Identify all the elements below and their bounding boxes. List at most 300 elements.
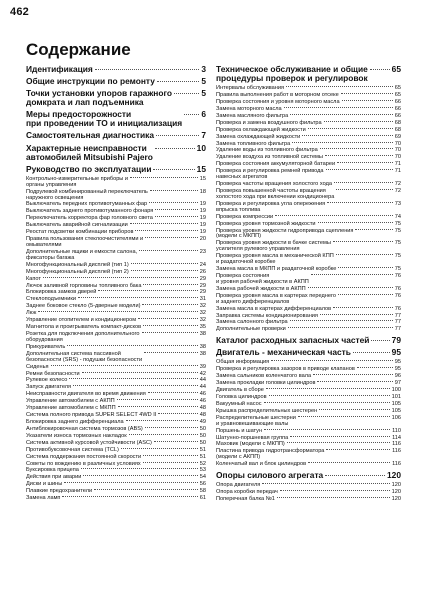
toc-subsection-entry — [26, 189, 206, 202]
toc-subsection-entry — [216, 319, 401, 326]
toc-subsection-entry — [216, 293, 401, 306]
toc-subsection-entry — [216, 387, 401, 394]
toc-entry-title: Замена масляного фильтра — [216, 112, 289, 119]
toc-dot-leader — [264, 429, 390, 430]
toc-subsection-entry — [26, 324, 206, 331]
toc-dot-leader — [325, 475, 385, 476]
toc-entry-title: Вакуумный насос — [216, 400, 262, 407]
toc-dot-leader — [174, 93, 199, 94]
toc-dot-leader — [338, 267, 392, 268]
toc-entry-title: Система поддержания постоянной скорости — [26, 453, 142, 460]
toc-dot-leader — [184, 114, 199, 115]
toc-entry-page: 6 — [201, 109, 206, 120]
toc-dot-leader — [326, 449, 390, 450]
toc-entry-page: 38 — [199, 350, 206, 357]
toc-entry-title: Интервалы обслуживания — [216, 85, 284, 92]
toc-entry-page: 65 — [394, 85, 401, 92]
toc-subsection-entry — [26, 276, 206, 283]
toc-entry-page: 18 — [199, 188, 206, 195]
toc-entry-title: Каталог расходных запасных частей — [216, 335, 370, 346]
toc-entry-title: Коленчатый вал и блок цилиндров — [216, 461, 307, 468]
toc-dot-leader — [95, 69, 200, 70]
toc-entry-title: Противобуксовочная система (TCL) — [26, 446, 119, 453]
toc-entry-page: 101 — [391, 394, 401, 401]
toc-entry-title: Замена сальников коленчатого вала — [216, 373, 312, 380]
toc-dot-leader — [298, 416, 390, 417]
toc-entry-page: 75 — [394, 253, 401, 260]
toc-dot-leader — [280, 490, 390, 491]
toc-entry-title: Розетка для подключения дополнительного оборудования — [26, 330, 140, 343]
toc-subsection-entry — [216, 240, 401, 253]
toc-dot-leader — [262, 483, 389, 484]
toc-dot-leader — [131, 270, 198, 271]
toc-entry-title: Выключатель аварийной сигнализации — [26, 222, 128, 229]
toc-entry-page: 54 — [199, 474, 206, 481]
toc-section-entry — [26, 110, 206, 128]
toc-subsection-entry — [216, 106, 401, 113]
toc-dot-leader — [277, 497, 390, 498]
toc-subsection-entry — [26, 405, 206, 412]
toc-entry-page: 19 — [199, 201, 206, 208]
toc-entry-page: 65 — [394, 92, 401, 99]
toc-dot-leader — [264, 402, 390, 403]
toc-entry-title: Правила пользования стеклоочистителями и омывателями — [26, 236, 144, 248]
toc-entry-page: 116 — [392, 441, 401, 448]
toc-section-entry — [216, 336, 401, 345]
toc-entry-title: Маховик (модели с МКПП) — [216, 441, 285, 448]
toc-subsection-entry — [216, 141, 401, 148]
toc-entry-title: Подрулевой комбинированный переключатель наружного освещения — [26, 188, 148, 201]
toc-subsection-entry — [26, 249, 206, 262]
toc-entry-title: Правила выполнения работ в моторном отсеке — [216, 92, 339, 99]
toc-entry-title: Заправка системы кондиционирования — [216, 312, 318, 319]
toc-entry-page: 46 — [199, 398, 206, 405]
toc-entry-page: 65 — [391, 64, 401, 74]
toc-entry-title: Проверка и замена воздушного фильтра — [216, 119, 322, 126]
toc-subsection-entry — [216, 482, 401, 489]
toc-dot-leader — [290, 114, 392, 115]
toc-subsection-entry — [216, 380, 401, 387]
toc-dot-leader — [326, 169, 393, 170]
toc-entry-page: 50 — [199, 432, 206, 439]
toc-dot-leader — [271, 360, 393, 361]
toc-left-column — [26, 62, 206, 502]
toc-subsection-entry — [216, 489, 401, 496]
toc-dot-leader — [67, 345, 198, 346]
toc-subsection-entry — [26, 310, 206, 317]
toc-dot-leader — [308, 462, 390, 463]
toc-dot-leader — [154, 441, 198, 442]
toc-subsection-entry — [216, 228, 401, 241]
toc-dot-leader — [149, 202, 198, 203]
toc-entry-title: Самостоятельная диагностика — [26, 130, 155, 141]
toc-subsection-entry — [216, 359, 401, 366]
toc-subsection-entry — [26, 176, 206, 189]
toc-dot-leader — [138, 318, 198, 319]
toc-subsection-entry — [216, 441, 401, 448]
toc-dot-leader — [142, 332, 198, 333]
toc-dot-leader — [336, 254, 393, 255]
toc-entry-page: 66 — [394, 112, 401, 119]
toc-section-entry — [26, 89, 206, 107]
toc-dot-leader — [302, 135, 392, 136]
toc-entry-page: 61 — [199, 495, 206, 502]
toc-entry-page: 29 — [199, 275, 206, 282]
toc-entry-page: 116 — [392, 461, 401, 468]
toc-dot-leader — [320, 148, 393, 149]
toc-entry-title: Советы по вождению в различных условиях — [26, 460, 141, 467]
toc-entry-page: 50 — [199, 439, 206, 446]
toc-entry-title: Плавкие предохранители — [26, 488, 93, 495]
toc-entry-page: 38 — [199, 330, 206, 337]
page-title: Содержание — [26, 40, 131, 59]
toc-subsection-entry — [26, 377, 206, 384]
toc-dot-leader — [153, 169, 194, 170]
toc-entry-title: Указатели износа тормозных накладок — [26, 432, 127, 439]
toc-entry-title: Замена масла в МКПП и раздаточной коробке — [216, 266, 337, 273]
toc-entry-page: 73 — [394, 200, 401, 207]
toc-entry-title: Блокировка замков дверей — [26, 289, 97, 296]
toc-dot-leader — [43, 277, 198, 278]
toc-entry-page: 10 — [196, 142, 206, 153]
toc-dot-leader — [155, 216, 198, 217]
toc-entry-page: 75 — [394, 227, 401, 234]
toc-entry-title: Проверка частоты вращения холостого хода — [216, 181, 332, 188]
toc-dot-leader — [121, 448, 198, 449]
toc-dot-leader — [324, 121, 393, 122]
toc-entry-title: Дополнительная система пассивной безопасности (SRS) - подушки безопасности — [26, 350, 143, 363]
toc-subsection-entry — [26, 481, 206, 488]
toc-dot-leader — [94, 489, 198, 490]
toc-dot-leader — [286, 86, 393, 87]
toc-dot-leader — [269, 395, 390, 396]
toc-dot-leader — [287, 442, 390, 443]
toc-subsection-entry — [216, 253, 401, 266]
toc-dot-leader — [156, 135, 199, 136]
toc-entry-page: 15 — [196, 163, 206, 174]
toc-dot-leader — [62, 496, 197, 497]
toc-entry-title: Техническое обслуживание и общие процедуры проверок и регулировок — [216, 64, 368, 84]
toc-entry-page: 95 — [394, 366, 401, 373]
toc-entry-page: 76 — [394, 292, 401, 299]
toc-entry-page: 76 — [394, 272, 401, 279]
toc-dot-leader — [317, 381, 392, 382]
toc-entry-title: Проверка компрессии — [216, 213, 274, 220]
toc-entry-page: 75 — [394, 220, 401, 227]
toc-entry-page: 5 — [201, 76, 206, 87]
toc-entry-page: 120 — [391, 496, 401, 503]
toc-subsection-entry — [26, 296, 206, 303]
toc-entry-page: 100 — [391, 387, 401, 394]
toc-entry-page: 32 — [199, 303, 206, 310]
toc-entry-title: Идентификация — [26, 64, 93, 74]
toc-section-entry — [216, 65, 401, 83]
toc-entry-page: 68 — [394, 119, 401, 126]
toc-entry-title: Головка цилиндров — [216, 394, 267, 401]
toc-entry-page: 51 — [199, 453, 206, 460]
toc-entry-title: Проверка состояния аккумуляторной батареи — [216, 161, 336, 168]
toc-entry-title: Проверка повышенной частоты вращения холостого хода при включении кондиционера — [216, 187, 335, 200]
toc-dot-leader — [130, 223, 198, 224]
toc-subsection-entry — [26, 391, 206, 398]
toc-right-column — [216, 62, 401, 503]
toc-subsection-entry — [216, 221, 401, 228]
toc-entry-title: Проверка состояния и уровня рабочей жидкости в АКПП — [216, 272, 309, 285]
toc-subsection-entry — [216, 127, 401, 134]
toc-dot-leader — [313, 374, 393, 375]
toc-entry-page: 95 — [394, 359, 401, 366]
toc-subsection-entry — [26, 454, 206, 461]
toc-entry-page: 50 — [199, 425, 206, 432]
toc-subsection-entry — [26, 344, 206, 351]
toc-section-entry — [26, 65, 206, 74]
toc-entry-page: 5 — [201, 88, 206, 99]
toc-entry-page: 39 — [199, 363, 206, 370]
toc-subsection-entry — [26, 201, 206, 208]
toc-entry-page: 79 — [391, 335, 401, 346]
toc-dot-leader — [69, 378, 197, 379]
toc-dot-leader — [130, 177, 198, 178]
toc-entry-page: 76 — [394, 285, 401, 292]
toc-dot-leader — [144, 352, 198, 353]
page-number: 462 — [10, 6, 29, 18]
toc-entry-page: 70 — [394, 140, 401, 147]
toc-entry-title: Реостат подсветки комбинации приборов — [26, 229, 134, 236]
toc-entry-page: 75 — [394, 266, 401, 273]
toc-entry-page: 32 — [199, 317, 206, 324]
toc-entry-title: Опора двигателя — [216, 482, 261, 489]
toc-dot-leader — [51, 365, 198, 366]
toc-entry-page: 105 — [391, 400, 401, 407]
toc-entry-title: Проверка уровня жидкости в бачке системы усилителя рулевого управления — [216, 240, 331, 253]
toc-subsection-entry — [216, 85, 401, 92]
toc-entry-title: Общие инструкции по ремонту — [26, 76, 155, 87]
toc-dot-leader — [311, 274, 393, 275]
toc-entry-title: Двигатель в сборе — [216, 387, 264, 394]
toc-entry-page: 71 — [394, 168, 401, 175]
toc-dot-leader — [290, 320, 393, 321]
toc-entry-page: 68 — [394, 126, 401, 133]
toc-dot-leader — [78, 297, 198, 298]
toc-dot-leader — [308, 128, 393, 129]
toc-subsection-entry — [26, 289, 206, 296]
toc-entry-title: Руководство по эксплуатации — [26, 163, 152, 174]
toc-entry-page: 114 — [392, 434, 401, 441]
toc-entry-title: Люк — [26, 310, 37, 317]
toc-entry-page: 120 — [391, 489, 401, 496]
toc-entry-title: Заднее боковое стекло (5-дверные модели) — [26, 303, 141, 310]
toc-subsection-entry — [216, 99, 401, 106]
toc-dot-leader — [275, 215, 393, 216]
toc-entry-page: 120 — [387, 470, 401, 481]
toc-subsection-entry — [26, 208, 206, 215]
toc-subsection-entry — [26, 331, 206, 344]
toc-entry-page: 48 — [199, 405, 206, 412]
toc-entry-title: Многофункциональный дисплей (тип 1) — [26, 261, 129, 268]
toc-dot-leader — [118, 406, 198, 407]
toc-subsection-entry — [216, 168, 401, 181]
toc-entry-page: 19 — [199, 215, 206, 222]
toc-entry-title: Прикуриватель — [26, 343, 66, 350]
toc-dot-leader — [81, 468, 198, 469]
toc-entry-title: Блокировка заднего дифференциала — [26, 418, 124, 425]
toc-dot-leader — [64, 482, 198, 483]
toc-subsection-entry — [26, 384, 206, 391]
toc-subsection-entry — [26, 412, 206, 419]
toc-entry-title: Меры предосторожности при проведении ТО и инициализация — [26, 109, 183, 129]
toc-entry-title: Стеклоподъемники — [26, 296, 76, 303]
toc-entry-title: Проверка охлаждающей жидкости — [216, 126, 306, 133]
toc-entry-page: 3 — [201, 64, 206, 74]
toc-dot-leader — [139, 250, 198, 251]
toc-subsection-entry — [26, 488, 206, 495]
toc-entry-title: Управление отопителем и кондиционером — [26, 317, 137, 324]
toc-subsection-entry — [26, 440, 206, 447]
toc-dot-leader — [142, 304, 197, 305]
toc-entry-page: 29 — [199, 289, 206, 296]
toc-entry-title: Двигатель - механическая часть — [216, 347, 351, 358]
toc-subsection-entry — [26, 222, 206, 229]
toc-dot-leader — [129, 434, 198, 435]
toc-entry-title: Сиденья — [26, 363, 49, 370]
toc-subsection-entry — [26, 262, 206, 269]
toc-dot-leader — [143, 284, 197, 285]
toc-subsection-entry — [216, 428, 401, 435]
toc-subsection-entry — [216, 120, 401, 127]
toc-entry-page: 7 — [201, 130, 206, 141]
toc-subsection-entry — [26, 351, 206, 364]
toc-entry-page: 72 — [394, 187, 401, 194]
toc-entry-title: Распределительные шестерни и уравновешивающие валы — [216, 414, 296, 427]
toc-dot-leader — [333, 307, 393, 308]
toc-entry-title: Антиблокировочная система тормозов (ABS) — [26, 425, 143, 432]
toc-dot-leader — [290, 436, 390, 437]
toc-subsection-entry — [26, 474, 206, 481]
toc-subsection-entry — [216, 286, 401, 293]
toc-entry-title: Характерные неисправности автомобилей Mitsubishi Pajero — [26, 142, 153, 162]
toc-entry-title: Неисправности двигателя во время движения — [26, 391, 146, 398]
toc-entry-page: 26 — [199, 268, 206, 275]
toc-entry-page: 72 — [394, 181, 401, 188]
toc-entry-title: Поперечная балка №1 — [216, 496, 275, 503]
toc-entry-page: 49 — [199, 418, 206, 425]
toc-dot-leader — [143, 325, 198, 326]
toc-dot-leader — [143, 455, 198, 456]
toc-dot-leader — [155, 148, 195, 149]
toc-dot-leader — [334, 182, 393, 183]
toc-entry-page: 75 — [394, 240, 401, 247]
toc-section-entry — [26, 165, 206, 174]
toc-entry-title: Опоры силового агрегата — [216, 470, 324, 481]
toc-dot-leader — [355, 229, 392, 230]
toc-entry-page: 77 — [394, 312, 401, 319]
toc-entry-page: 53 — [199, 467, 206, 474]
toc-entry-title: Шатунно-поршневая группа — [216, 434, 289, 441]
toc-entry-title: Переключатель корректора фар головного света — [26, 215, 153, 222]
toc-entry-title: Управление автомобилем с МКПП — [26, 405, 116, 412]
toc-entry-title: Общая информация — [216, 359, 270, 366]
toc-entry-title: Проверка уровня масла в механической КПП и раздаточной коробке — [216, 253, 334, 266]
toc-dot-leader — [143, 462, 198, 463]
toc-dot-leader — [131, 263, 198, 264]
toc-subsection-entry — [26, 426, 206, 433]
toc-entry-title: Проверка и регулировка ремней привода навесных агрегатов — [216, 168, 324, 181]
toc-dot-leader — [308, 287, 393, 288]
toc-entry-title: Буксировка прицепа — [26, 467, 79, 474]
toc-entry-title: Проверка состояния и уровня моторного масла — [216, 99, 340, 105]
toc-entry-title: Замена моторного масла — [216, 105, 282, 112]
toc-dot-leader — [145, 427, 198, 428]
toc-entry-title: Система активной курсовой устойчивости (ASC) — [26, 439, 152, 446]
toc-dot-leader — [353, 352, 390, 353]
toc-entry-title: Проверка и регулировка угла опережения впрыска топлива — [216, 200, 326, 213]
toc-entry-page: 76 — [394, 305, 401, 312]
toc-entry-page: 35 — [199, 324, 206, 331]
toc-entry-page: 71 — [394, 161, 401, 168]
toc-entry-page: 116 — [392, 448, 401, 455]
toc-dot-leader — [117, 399, 198, 400]
toc-entry-page: 66 — [394, 105, 401, 112]
toc-dot-leader — [292, 142, 393, 143]
toc-dot-leader — [155, 209, 197, 210]
toc-subsection-entry — [216, 408, 401, 415]
toc-dot-leader — [320, 314, 393, 315]
toc-subsection-entry — [26, 236, 206, 249]
toc-dot-leader — [98, 290, 197, 291]
toc-dot-leader — [342, 100, 393, 101]
toc-subsection-entry — [216, 181, 401, 188]
toc-entry-page: 70 — [394, 147, 401, 154]
toc-section-entry — [26, 77, 206, 86]
toc-subsection-entry — [216, 415, 401, 428]
toc-section-entry — [26, 131, 206, 140]
toc-entry-title: Точки установки упоров гаражного домкрата и лап подъемника — [26, 88, 172, 108]
toc-subsection-entry — [216, 461, 401, 468]
toc-entry-page: 48 — [199, 412, 206, 419]
toc-entry-page: 66 — [394, 99, 401, 105]
toc-entry-title: Многофункциональный дисплей (тип 2) — [26, 268, 129, 275]
toc-entry-page: 95 — [391, 347, 401, 358]
toc-entry-title: Удаление воздуха из топливной системы — [216, 154, 323, 161]
toc-entry-page: 74 — [394, 213, 401, 220]
toc-entry-title: Замена рабочей жидкости в АКПП — [216, 285, 306, 292]
toc-entry-title: Опора коробки передач — [216, 489, 278, 496]
toc-subsection-entry — [26, 433, 206, 440]
toc-entry-page: 97 — [394, 380, 401, 387]
toc-entry-title: Проверка и регулировка зазоров в приводе клапанов — [216, 366, 355, 373]
toc-entry-title: Дополнительные ящики и емкости салона, фиксаторы багажа — [26, 248, 138, 261]
toc-entry-title: Управление автомобилем с АКПП — [26, 398, 115, 405]
toc-subsection-entry — [26, 461, 206, 468]
toc-entry-title: Замена прокладки головки цилиндров — [216, 380, 316, 387]
toc-entry-page: 38 — [199, 343, 206, 350]
toc-entry-page: 120 — [391, 482, 401, 489]
toc-entry-title: Удаление воды из топливного фильтра — [216, 147, 318, 154]
toc-subsection-entry — [216, 435, 401, 442]
toc-entry-title: Система полного привода SUPER SELECT 4WD II — [26, 412, 157, 419]
toc-dot-leader — [370, 69, 390, 70]
toc-subsection-entry — [216, 306, 401, 313]
toc-entry-page: 106 — [391, 414, 401, 421]
toc-entry-page: 44 — [199, 377, 206, 384]
toc-entry-title: Рулевое колесо — [26, 377, 68, 384]
toc-entry-page: 77 — [394, 319, 401, 326]
toc-entry-title: Крышка распределительных шестерен — [216, 407, 318, 414]
toc-entry-page: 24 — [199, 261, 206, 268]
toc-entry-page: 19 — [199, 229, 206, 236]
toc-subsection-entry — [216, 188, 401, 201]
toc-subsection-entry — [216, 496, 401, 503]
